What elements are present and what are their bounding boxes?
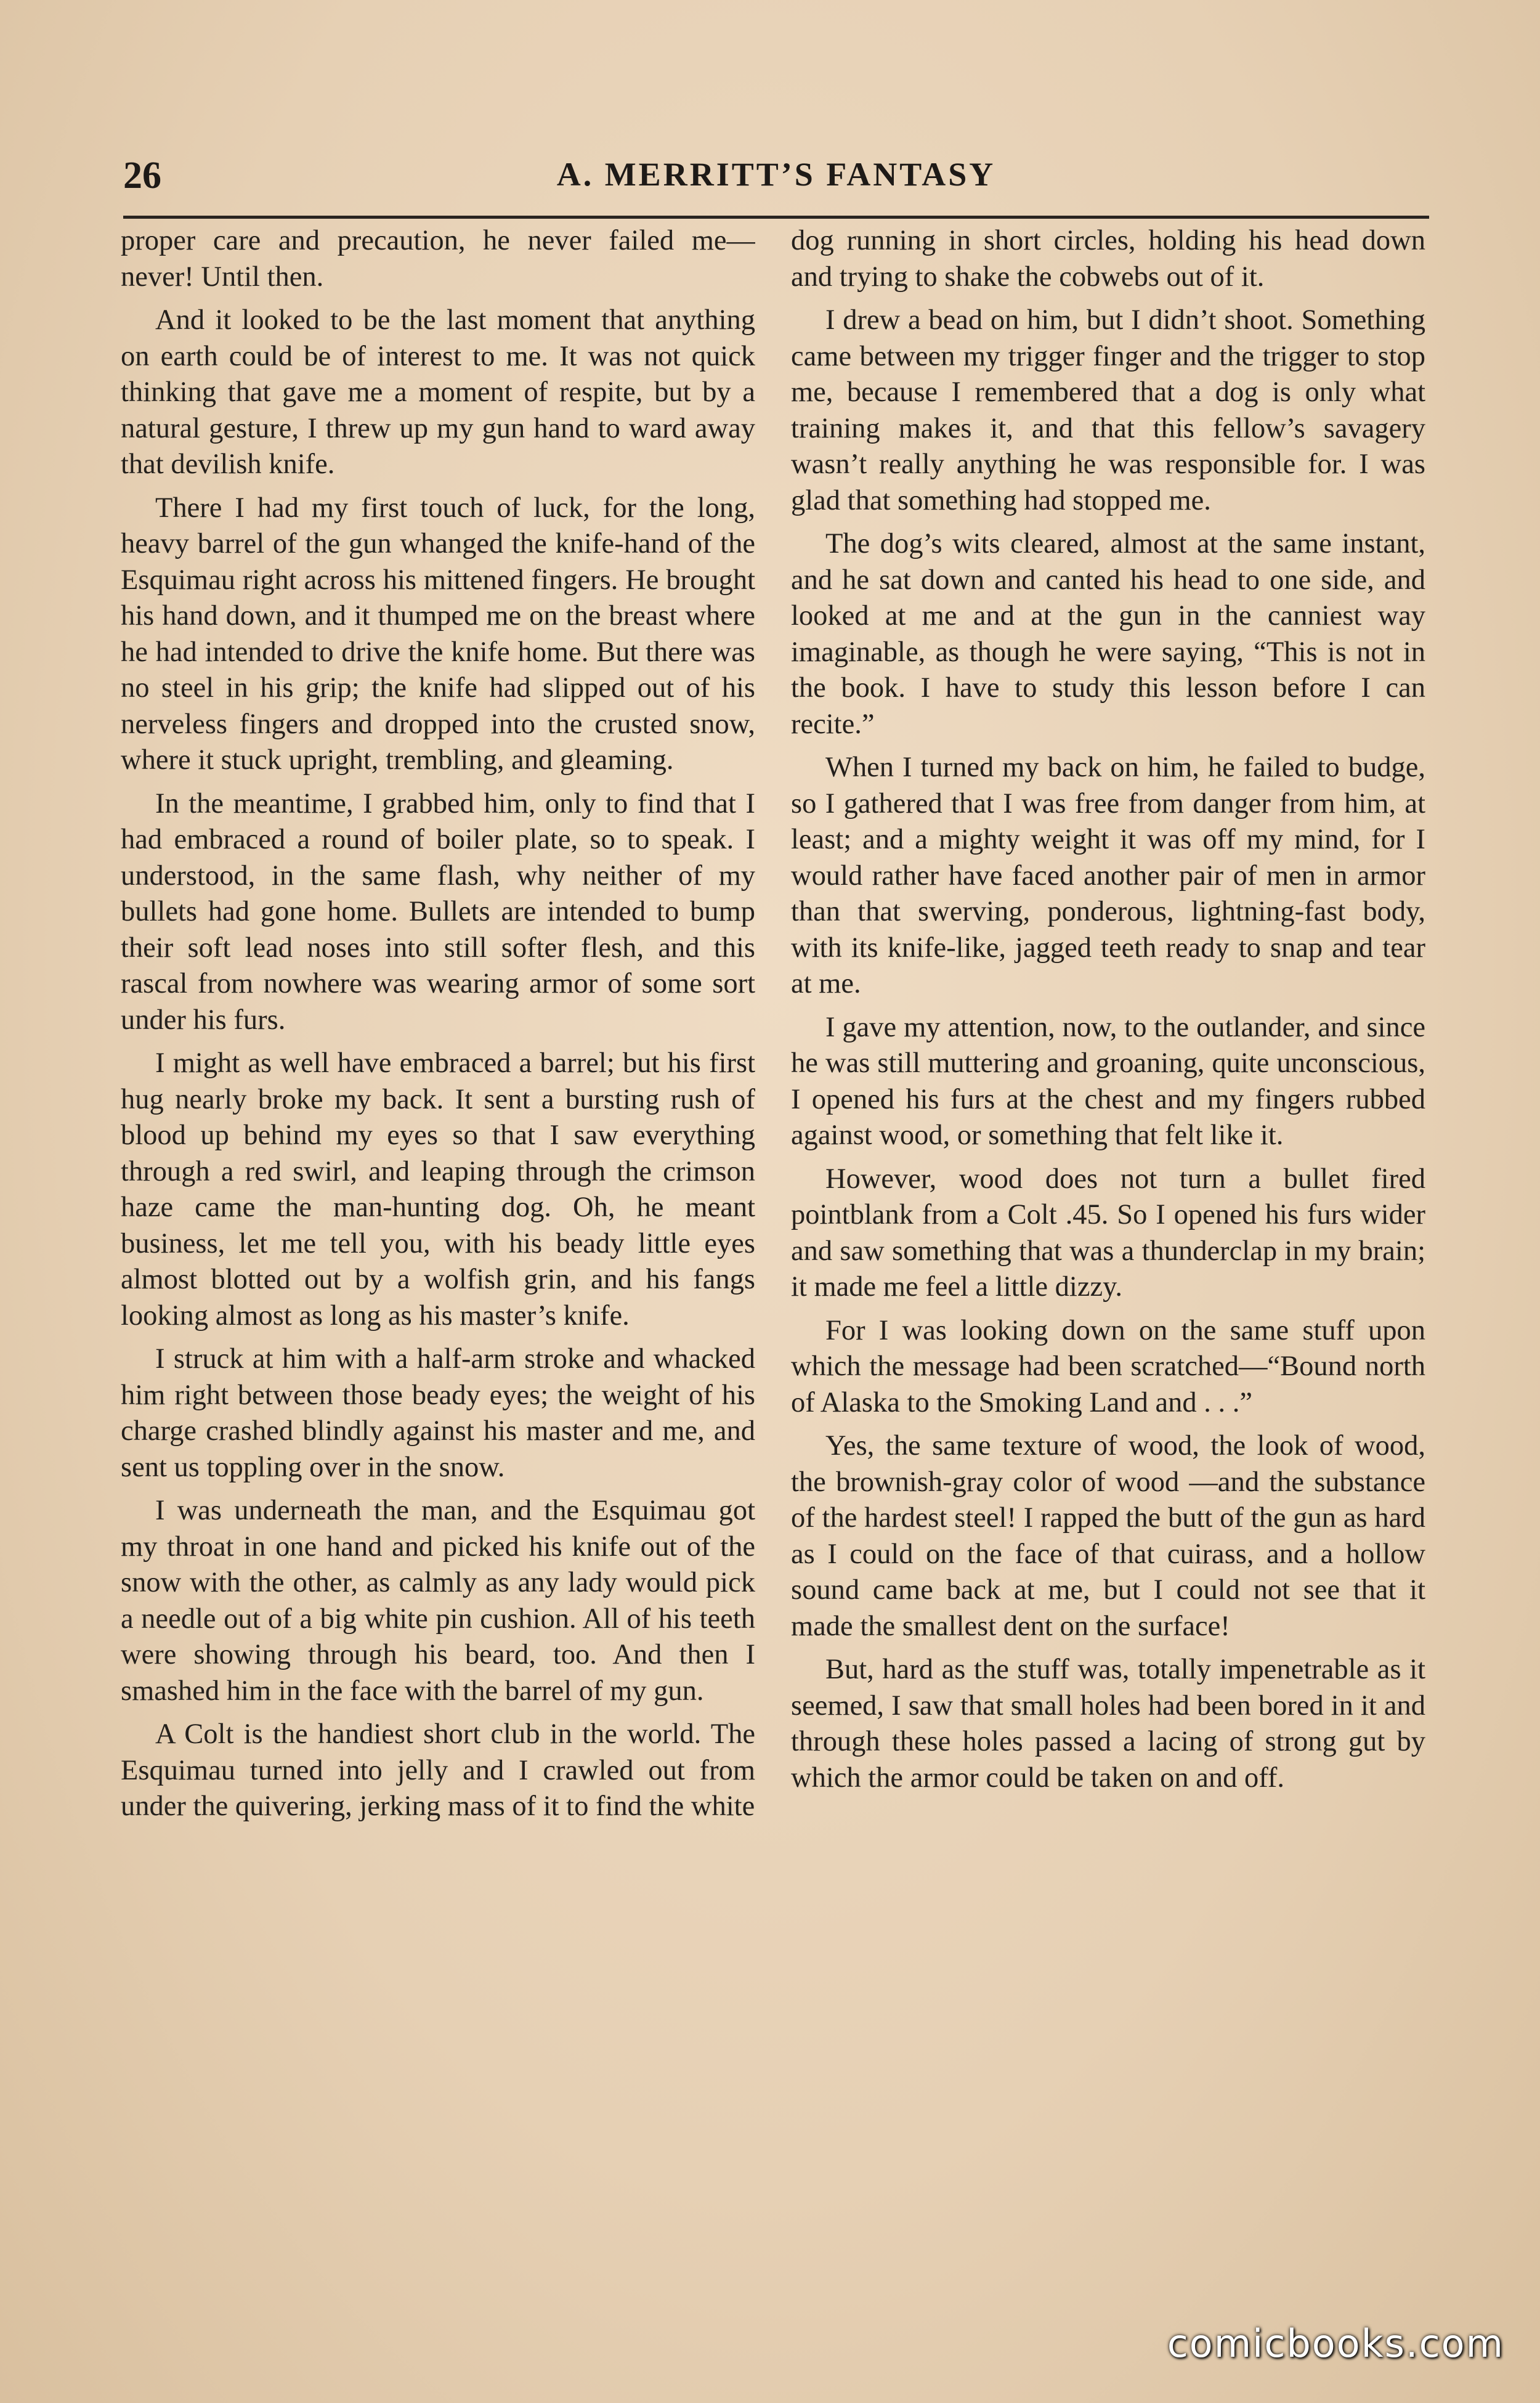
paragraph: I drew a bead on him, but I didn’t shoot. Something came between my trigger finger and the trigger to stop me, because I remembered that a dog is only what training makes it, and that this fellow’s savagery wasn’t really anything he was responsible for. I was glad that something had stopped me. [791,304,1425,516]
paragraph: The dog’s wits cleared, almost at the same instant, and he sat down and canted his head to one side, and looked at me and at the gun in the canniest way imaginable, as though he were saying, “This is not in the book. I have to study this lesson before I can recite.” [791,528,1425,740]
paragraph: dog running in short circles, holding his head down and trying to shake the cobwebs out of it. [791,225,1425,293]
paragraph: I might as well have embraced a barrel; but his first hug nearly broke my back. It sent a bursting rush of blood up behind my eyes so that I saw everything through a red swirl, and leaping through the crimson haze came the man-hunting dog. Oh, he meant business, let me tell you, with his beady little eyes almost blotted out by a wolfish grin, and his fangs looking almost as long as his master’s knife. [121,1047,755,1332]
paragraph: A Colt is the handiest short club in the world. The Esquimau turned into jelly and I crawled out from under the quivering, jerking mass of it to find the white [121,1718,755,1822]
paragraph: And it looked to be the last moment that anything on earth could be of interest to me. It was not quick thinking that gave me a moment of respite, but by a natural gesture, I threw up my gun hand to ward away that devilish knife. [121,304,755,480]
paragraph: Yes, the same texture of wood, the look of wood, the brownish-gray color of wood —and the substance of the hardest steel! I rapped the butt of the gun as hard as I could on the face of that cuirass, and a hollow sound came back at me, but I could not see that it made the smallest dent on the surface! [791,1430,1425,1642]
left-text-column [121,223,755,2250]
right-text-column [791,223,1425,2250]
paragraph: When I turned my back on him, he failed to budge, so I gathered that I was free from danger from him, at least; and a mighty weight it was off my mind, for I would rather have faced another pair of men in armor than that swerving, ponderous, lightning-fast body, with its knife-like, jagged teeth ready to snap and tear at me. [791,752,1425,999]
page-header [123,148,1429,219]
site-watermark: comicbooks.com [1167,2321,1504,2366]
paragraph: There I had my first touch of luck, for the long, heavy barrel of the gun whanged the knife-hand of the Esquimau right across his mittened fingers. He brought his hand down, and it thumped me on the breast where he had intended to drive the knife home. But there was no steel in his grip; the knife had slipped out of his nerveless fingers and dropped into the crusted snow, where it stuck upright, trembling, and gleaming. [121,492,755,776]
paragraph: In the meantime, I grabbed him, only to find that I had embraced a round of boiler plate, so to speak. I understood, in the same flash, why neither of my bullets had gone home. Bullets are intended to bump their soft lead noses into still softer flesh, and this rascal from nowhere was wearing armor of some sort under his furs. [121,787,755,1036]
running-title: A. MERRITT’S FANTASY [556,156,996,193]
paragraph: proper care and precaution, he never failed me—never! Until then. [121,225,755,293]
paragraph: However, wood does not turn a bullet fired pointblank from a Colt .45. So I opened his furs wider and saw something that was a thunderclap in my brain; it made me feel a little dizzy. [791,1163,1425,1303]
paragraph: I struck at him with a half-arm stroke and whacked him right between those beady eyes; the weight of his charge crashed blindly against his master and me, and sent us toppling over in the snow. [121,1343,755,1483]
paragraph: I was underneath the man, and the Esquimau got my throat in one hand and picked his knife out of the snow with the other, as calmly as any lady would pick a needle out of a big white pin cushion. All of his teeth were showing through his beard, too. And then I smashed him in the face with the barrel of my gun. [121,1495,755,1707]
paragraph: But, hard as the stuff was, totally impenetrable as it seemed, I saw that small holes had been bored in it and through these holes passed a lacing of strong gut by which the armor could be taken on and off. [791,1654,1425,1794]
paragraph: I gave my attention, now, to the outlander, and since he was still muttering and groaning, quite unconscious, I opened his furs at the chest and my fingers rubbed against wood, or something that felt like it. [791,1011,1425,1151]
page-number: 26 [123,155,161,197]
paragraph: For I was looking down on the same stuff upon which the message had been scratched—“Bound north of Alaska to the Smoking Land and . . .” [791,1314,1425,1418]
